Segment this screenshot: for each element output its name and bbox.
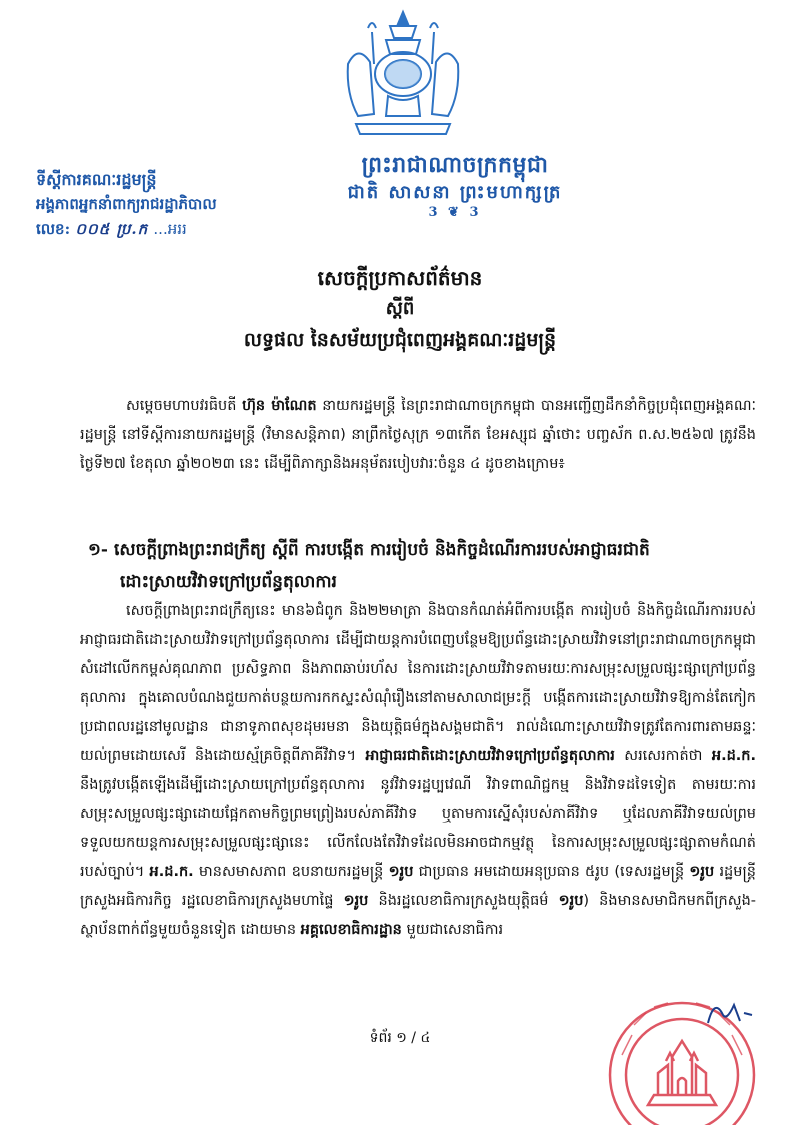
intro-text-2: នាយករដ្ឋមន្ត្រី នៃព្រះរាជាណាចក្រកម្ពុជា បានអញ្ជើញដឹកនាំកិច្ចប្រជុំពេញអង្គគណៈរដ្ឋមន្ត្រី នៅទីស្តីការនាយករដ្ឋមន្ត្រី (វិមានសន្តិភាព) នាព្រឹកថ្ងៃសុក្រ ១៣កើត ខែអស្សុជ ឆ្នាំថោះ បញ្ចស័ក ព.ស.២៥៦៧ ត្រូវនឹងថ្ងៃទី២៧ ខែតុលា ឆ្នាំ២០២៣ នេះ ដើម្បីពិភាក្សានិងអនុម័តរបៀបវារៈចំនួន ៤ ដូចខាងក្រោម៖ bbox=[80, 398, 757, 472]
para-text: នឹងត្រូវបង្កើតឡើងដើម្បីដោះស្រាយក្រៅប្រព័ន្ធតុលាការ នូវវិវាទរដ្ឋប្បវេណី វិវាទពាណិជ្ជកម្ម និងវិវាទដទៃទៀត តាមរយៈការសម្រុះសម្រួលផ្សះផ្សាដោយផ្អែកតាមកិច្ចព្រមព្រៀងរបស់ភាគីវិវាទ ឬតាមការស្នើសុំរបស់ភាគីវិវាទ ឬដែលភាគីវិវាទយល់ព្រមទទួលយកយន្តការសម្រុះសម្រួលផ្សះផ្សានេះ លើកលែងតែវិវាទដែលមិនអាចជាកម្មវត្ថុ នៃការសម្រុះសម្រួលផ្សះផ្សាតាមកំណត់របស់ច្បាប់។ bbox=[80, 777, 756, 880]
reference-number bbox=[36, 216, 306, 242]
para-text: មានសមាសភាព ឧបនាយករដ្ឋមន្ត្រី bbox=[193, 864, 389, 880]
royal-emblem-icon bbox=[328, 4, 478, 144]
section-1-heading bbox=[88, 534, 768, 598]
title-line-2: ស្តីពី bbox=[385, 298, 415, 319]
title-line-1: សេចក្តីប្រកាសព័ត៌មាន bbox=[317, 266, 483, 290]
sender-unit: អង្គភាពអ្នកនាំពាក្យរាជរដ្ឋាភិបាល bbox=[36, 195, 217, 213]
section-1-paragraph bbox=[80, 597, 756, 945]
para-text: មួយជាសេនាធិការ bbox=[401, 922, 504, 938]
document-title bbox=[180, 262, 620, 356]
para-bold: អ.ដ.ក. bbox=[711, 748, 756, 764]
para-bold: ១រូប bbox=[343, 893, 369, 909]
handwritten-initial-icon bbox=[700, 993, 760, 1033]
para-text: រដ្ឋមន្ត្រីក្រសួងអធិការកិច្ច រដ្ឋលេខាធិការក្រសួងមហាផ្ទៃ bbox=[80, 864, 756, 909]
para-bold: អ.ដ.ក. bbox=[149, 864, 194, 880]
para-text: សេចក្តីព្រាងព្រះរាជក្រឹត្យនេះ មាន៦ជំពូក និង២២មាត្រា និងបានកំណត់អំពីការបង្កើត ការរៀបចំ និងកិច្ចដំណើរការរបស់អាជ្ញាធរជាតិដោះស្រាយវិវាទក្រៅប្រព័ន្ធតុលាការ ដើម្បីជាយន្តការបំពេញបន្ថែមឱ្យប្រព័ន្ធដោះស្រាយវិវាទនៅព្រះរាជាណាចក្រកម្ពុជា សំដៅលើកកម្ពស់គុណភាព ប្រសិទ្ធភាព និងភាពឆាប់រហ័ស នៃការដោះស្រាយវិវាទតាមរយៈការសម្រុះសម្រួលផ្សះផ្សាក្រៅប្រព័ន្ធតុលាការ ក្នុងគោលបំណងជួយកាត់បន្ថយការកកស្ទះសំណុំរឿងនៅតាមសាលាជម្រះក្តី បង្កើតការដោះស្រាយវិវាទឱ្យកាន់តែកៀកប្រជាពលរដ្ឋនៅមូលដ្ឋាន ជានាទូភាពសុខដុមរមនា និងយុត្តិធម៌ក្នុងសង្គមជាតិ។ រាល់ដំណោះស្រាយវិវាទត្រូវតែការពារតាមឆន្ទៈយល់ព្រមដោយសេរី និងដោយស្ម័គ្រចិត្តពីភាគីវិវាទ។ bbox=[80, 603, 756, 764]
para-bold: ១រូប bbox=[558, 893, 584, 909]
kingdom-heading bbox=[290, 150, 620, 220]
reference-suffix: ...អររ bbox=[153, 220, 187, 238]
sender-office: ទីស្តីការគណៈរដ្ឋមន្ត្រី bbox=[36, 170, 157, 189]
reference-value: ០០៥ ប្រ.ក bbox=[75, 220, 149, 238]
section-number: ១- bbox=[88, 540, 108, 560]
page-number: ទំព័រ ១ / ៤ bbox=[369, 1030, 431, 1046]
section-heading-line-2: ដោះស្រាយវិវាទក្រៅប្រព័ន្ធតុលាការ bbox=[120, 572, 337, 592]
para-text: ជាប្រធាន អមដោយអនុប្រធាន ៥រូប (ទេសរដ្ឋមន្ត្រី bbox=[413, 864, 690, 880]
para-bold: អគ្គលេខាធិការដ្ឋាន bbox=[300, 922, 402, 938]
title-line-3: លទ្ធផល នៃសម័យប្រជុំពេញអង្គគណៈរដ្ឋមន្ត្រី bbox=[243, 329, 557, 351]
sender-block bbox=[36, 168, 306, 242]
para-text: ) និងមានសមាជិកមកពីក្រសួង-ស្ថាប័នពាក់ព័ន្ធមួយចំនួនទៀត ដោយមាន bbox=[80, 893, 757, 938]
para-bold: អាជ្ញាធរជាតិដោះស្រាយវិវាទក្រៅប្រព័ន្ធតុលាការ bbox=[365, 748, 615, 764]
para-text: សរសេរកាត់ថា bbox=[614, 748, 712, 764]
section-heading-line-1: សេចក្តីព្រាងព្រះរាជក្រឹត្យ ស្តីពី ការបង្កើត ការរៀបចំ និងកិច្ចដំណើរការរបស់អាជ្ញាធរជាតិ bbox=[114, 540, 650, 560]
kingdom-name: ព្រះរាជាណាចក្រកម្ពុជា bbox=[361, 152, 549, 178]
para-bold: ១រូប bbox=[689, 864, 715, 880]
prime-minister-name: ហ៊ុន ម៉ាណែត bbox=[242, 398, 317, 414]
para-bold: ១រូប bbox=[388, 864, 414, 880]
para-text: និងរដ្ឋលេខាធិការក្រសួងយុត្តិធម៌ bbox=[368, 893, 559, 909]
motto-flourish: 3 ❦ 3 bbox=[428, 205, 482, 220]
intro-paragraph bbox=[80, 392, 756, 479]
national-motto: ជាតិ សាសនា ព្រះមហាក្សត្រ bbox=[347, 182, 563, 203]
reference-label: លេខ: bbox=[36, 220, 71, 238]
intro-text-1: សម្តេចមហាបវរធិបតី bbox=[126, 398, 243, 414]
